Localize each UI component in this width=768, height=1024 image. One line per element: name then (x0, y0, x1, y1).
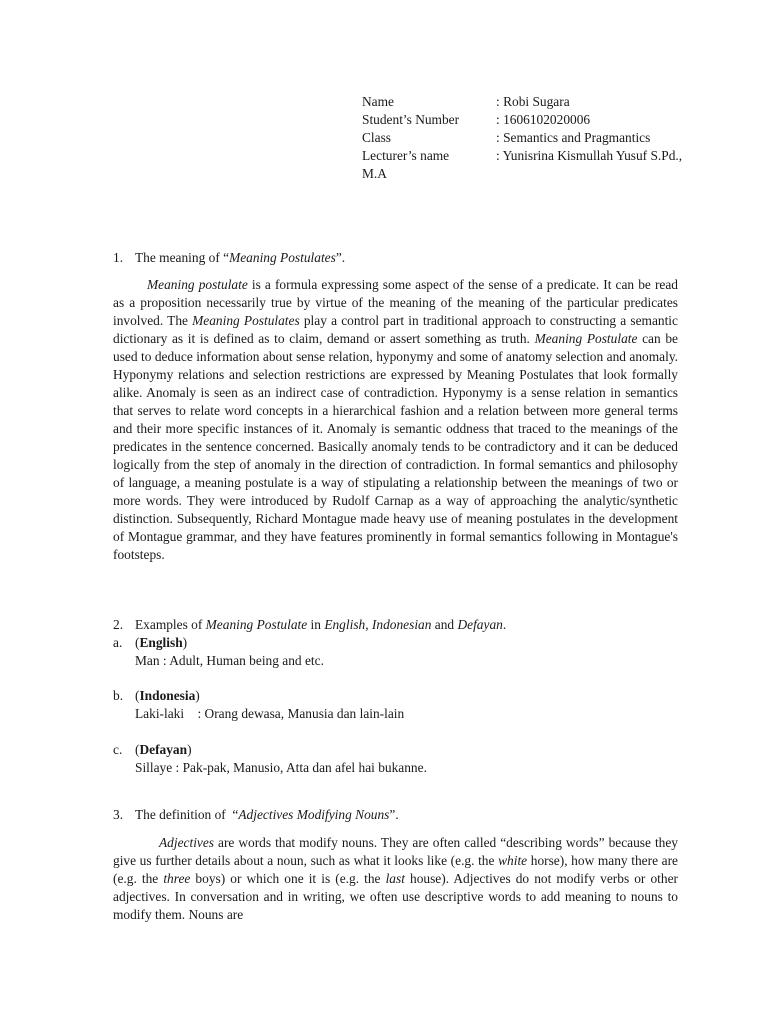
info-row-name (362, 93, 722, 111)
paren: ( (135, 635, 140, 650)
info-label: Class (362, 130, 392, 145)
paragraph-text: are words that modify nouns. They are often called “describing words” because they give us further details about a noun, such as what it looks like (e.g. the (113, 835, 678, 868)
section-number: 3. (113, 807, 124, 822)
heading-text: and (431, 617, 458, 632)
term-italic: last (385, 871, 405, 886)
paragraph-text: house). Adjectives do not modify verbs or other adjectives. In conversation and in writing, we often use descriptive words to add meaning to nouns to modify them. Nouns are (113, 871, 678, 922)
heading-text: in (307, 617, 325, 632)
heading-text: The meaning of “ (135, 250, 230, 265)
example-language (135, 634, 187, 652)
term-italic: white (498, 853, 528, 868)
section-3-paragraph (113, 834, 678, 924)
example-letter: b. (113, 688, 124, 703)
example-letter: c. (113, 742, 123, 757)
heading-text: ”. (335, 250, 346, 265)
example-line: Sillaye : Pak-pak, Manusio, Atta dan afel hai bukanne. (135, 760, 427, 775)
term-italic: Meaning postulate (147, 277, 248, 292)
paragraph-text: horse), how many there are (e.g. the (113, 853, 679, 886)
heading-text: ”. (389, 807, 399, 822)
section-title (135, 249, 345, 267)
heading-italic: Meaning Postulate (205, 617, 308, 632)
info-value: : Yunisrina Kismullah Yusuf S.Pd., (496, 148, 683, 163)
heading-italic: Adjectives Modifying Nouns (238, 807, 390, 822)
language-name: Defayan (139, 742, 188, 757)
term-italic: Meaning Postulate (534, 331, 638, 346)
info-row-class (362, 129, 722, 147)
example-letter: a. (113, 635, 123, 650)
info-value: : 1606102020006 (496, 112, 591, 127)
heading-text: The definition of “ (135, 807, 239, 822)
info-label: Student’s Number (362, 112, 460, 127)
example-heading (113, 741, 427, 759)
language-name: English (139, 635, 183, 650)
heading-italic: Meaning Postulates (229, 250, 336, 265)
paragraph-text: is a formula expressing some aspect of the sense of a predicate. It can be read as a proposition necessarily true by virtue of the meaning of the meaning of the particular predicates involved. The (113, 277, 678, 328)
example-line: Man : Adult, Human being and etc. (135, 653, 324, 668)
paragraph-text: play a control part in traditional approach to constructing a semantic dictionary as it is defined as to claim, demand or assert something as truth. (113, 313, 678, 346)
term-italic: three (163, 871, 191, 886)
example-line: Laki-laki : Orang dewasa, Manusia dan lain-lain (135, 706, 405, 721)
heading-italic: English, Indonesian (324, 617, 432, 632)
paren: ) (182, 635, 188, 650)
info-row-student-number (362, 111, 722, 129)
paragraph-text: boys) or which one it is (e.g. the (190, 871, 386, 886)
info-value: : Robi Sugara (496, 94, 570, 109)
example-heading (113, 687, 404, 705)
heading-text: . (502, 617, 507, 632)
example-language (135, 687, 200, 705)
example-english (113, 634, 324, 670)
heading-italic: Defayan (457, 617, 503, 632)
section-1-heading (113, 249, 345, 267)
section-number: 2. (113, 617, 124, 632)
example-defayan (113, 741, 427, 777)
student-info-block (362, 93, 722, 183)
term-italic: Adjectives (159, 835, 215, 850)
paren: ) (195, 688, 200, 703)
paren: ( (135, 688, 140, 703)
section-2-heading (113, 616, 506, 634)
language-name: Indonesia (139, 688, 196, 703)
example-indonesia (113, 687, 404, 723)
section-number: 1. (113, 250, 124, 265)
info-label: Lecturer’s name (362, 148, 450, 163)
example-language (135, 741, 192, 759)
section-1-paragraph (113, 276, 678, 564)
heading-text: Examples of (135, 617, 206, 632)
paren: ) (187, 742, 192, 757)
paragraph-text: can be used to deduce information about sense relation, hyponymy and some of anatomy selection and anomaly. Hyponymy relations and selection restrictions are expressed by Meaning Postulates that look formally alike. Anomaly is seen as an indirect case of contradiction. Hyponymy is a sense relation in semantics that serves to relate word concepts in a hierarchical fashion and a relation between more general terms and their more specific instances of it. Anomaly is semantic oddness that traced to the meanings of the predicates in the sentence concerned. Basically anomaly tends to be contradictory and it can be deduced logically from the step of anomaly in the direction of contradiction. In formal semantics and philosophy of language, a meaning postulate is a way of stipulating a relationship between the meanings of two or more words. They were introduced by Rudolf Carnap as a way of approaching the analytic/synthetic distinction. Subsequently, Richard Montague made heavy use of meaning postulates in the development of Montague grammar, and they have features prominently in formal semantics following in Montague's footsteps. (113, 331, 678, 562)
paren: ( (135, 742, 140, 757)
term-italic: Meaning Postulates (192, 313, 300, 328)
info-continuation: M.A (362, 166, 387, 181)
info-label: Name (362, 94, 394, 109)
section-title (135, 806, 399, 824)
section-3-heading (113, 806, 399, 824)
example-heading (113, 634, 324, 652)
section-title (135, 616, 506, 634)
info-row-lecturer (362, 147, 722, 165)
info-value: : Semantics and Pragmantics (496, 130, 651, 145)
